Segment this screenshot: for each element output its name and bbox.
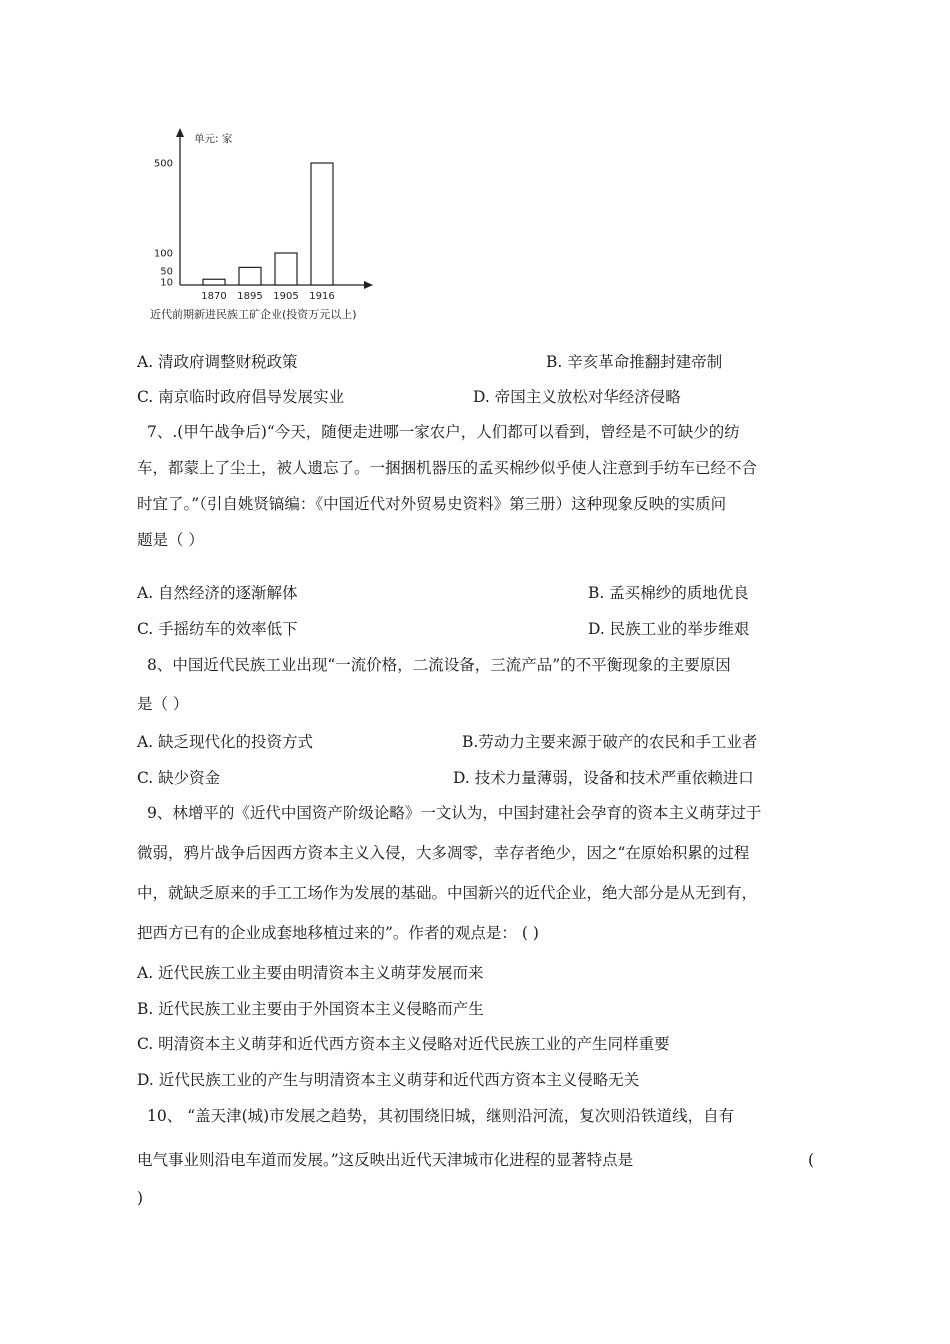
x-tick-label: 1870 — [201, 291, 227, 302]
q8-stem-line: 是（ ） — [137, 695, 189, 713]
q8-option-b: B.劳动力主要来源于破产的农民和手工业者 — [462, 733, 758, 751]
q9-option-a: A. 近代民族工业主要由明清资本主义萌芽发展而来 — [137, 964, 484, 982]
q7-option-a: A. 自然经济的逐渐解体 — [137, 584, 298, 602]
q8-stem-line: 8、中国近代民族工业出现“一流价格，二流设备，三流产品”的不平衡现象的主要原因 — [147, 656, 731, 674]
x-tick-label: 1916 — [309, 291, 335, 302]
bar — [203, 279, 225, 285]
chart-caption: 近代前期新进民族工矿企业(投资万元以上) — [150, 308, 357, 321]
y-tick-label: 50 — [160, 266, 173, 278]
bar-chart — [150, 125, 390, 325]
bar — [239, 267, 261, 285]
q9-option-d: D. 近代民族工业的产生与明清资本主义萌芽和近代西方资本主义侵略无关 — [137, 1071, 640, 1089]
q10-answer-paren-open: ( — [808, 1151, 815, 1169]
q6-option-a: A. 清政府调整财税政策 — [137, 353, 298, 371]
q7-stem-line: 车，都蒙上了尘土，被人遗忘了。一捆捆机器压的孟买棉纱似乎使人注意到手纺车已经不合 — [137, 459, 758, 477]
x-tick-label: 1905 — [273, 291, 299, 302]
chart-unit-label: 单元: 家 — [194, 133, 233, 145]
x-axis-arrow — [364, 281, 373, 289]
y-axis-arrow — [176, 128, 184, 137]
q7-stem-line: 7、.(甲午战争后)“今天，随便走进哪一家农户，人们都可以看到，曾经是不可缺少的纺 — [147, 423, 740, 441]
q9-stem-line: 微弱，鸦片战争后因西方资本主义入侵，大多凋零，幸存者绝少，因之“在原始积累的过程 — [137, 844, 750, 862]
q7-option-c: C. 手摇纺车的效率低下 — [137, 620, 298, 638]
q7-stem-line: 题是（ ） — [137, 531, 204, 549]
y-tick-label: 10 — [160, 277, 173, 289]
q10-stem-line-1: 10、 “盖天津(城)市发展之趋势，其初围绕旧城，继则沿河流，复次则沿铁道线，自有 — [147, 1107, 735, 1125]
x-tick-label: 1895 — [237, 291, 263, 302]
y-tick-label: 100 — [153, 248, 173, 260]
q8-option-d: D. 技术力量薄弱，设备和技术严重依赖进口 — [453, 769, 754, 787]
q9-option-c: C. 明清资本主义萌芽和近代西方资本主义侵略对近代民族工业的产生同样重要 — [137, 1035, 670, 1053]
q7-option-d: D. 民族工业的举步维艰 — [588, 620, 750, 638]
q8-option-c: C. 缺少资金 — [137, 769, 221, 787]
q7-option-b: B. 孟买棉纱的质地优良 — [588, 584, 749, 602]
q9-stem-line: 9、林增平的《近代中国资产阶级论略》一文认为，中国封建社会孕育的资本主义萌芽过于 — [147, 804, 762, 822]
q9-stem-line: 中，就缺乏原来的手工工场作为发展的基础。中国新兴的近代企业，绝大部分是从无到有， — [137, 884, 758, 902]
q7-stem — [137, 422, 817, 550]
q6-option-d: D. 帝国主义放松对华经济侵略 — [473, 388, 681, 406]
bar — [275, 253, 297, 285]
q9-option-b: B. 近代民族工业主要由于外国资本主义侵略而产生 — [137, 1000, 484, 1018]
q10-stem-line-2: 电气事业则沿电车道而发展。”这反映出近代天津城市化进程的显著特点是 — [137, 1151, 634, 1169]
q6-option-b: B. 辛亥革命推翻封建帝制 — [546, 353, 723, 371]
q8-stem — [137, 655, 817, 714]
q9-stem-line: 把西方已有的企业成套地移植过来的”。作者的观点是： ( ) — [137, 924, 539, 942]
q6-option-c: C. 南京临时政府倡导发展实业 — [137, 388, 345, 406]
q10-answer-paren-close: ) — [137, 1189, 144, 1207]
bar — [311, 163, 333, 285]
q7-stem-line: 时宜了。”（引自姚贤镐编：《中国近代对外贸易史资料》第三册）这种现象反映的实质问 — [137, 495, 727, 513]
y-tick-label: 500 — [153, 158, 173, 170]
q9-stem — [137, 803, 817, 943]
q8-option-a: A. 缺乏现代化的投资方式 — [137, 733, 314, 751]
